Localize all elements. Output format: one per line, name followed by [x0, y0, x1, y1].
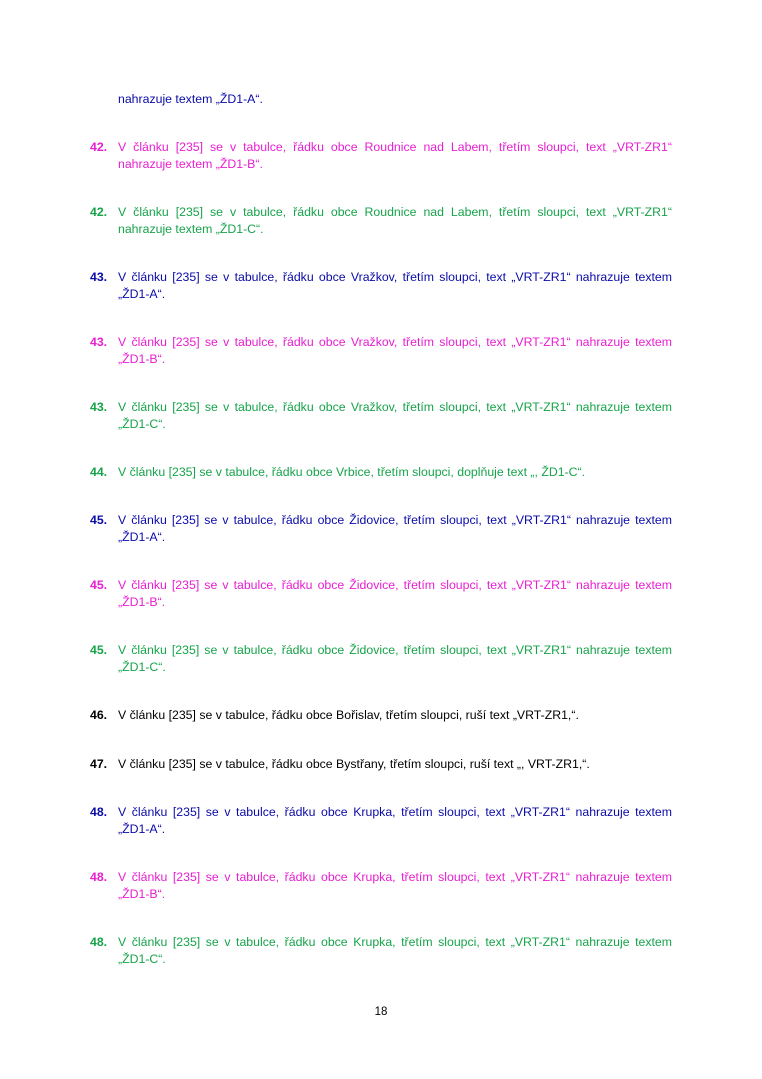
item-number: 43.: [90, 335, 108, 349]
item-text: V článku [235] se v tabulce, řádku obce Vražkov, třetím sloupci, text „VRT-ZR1“ nahrazuje textem „ŽD1-B“.: [118, 335, 672, 366]
amendment-item: [90, 269, 672, 303]
item-text: V článku [235] se v tabulce, řádku obce Židovice, třetím sloupci, text „VRT-ZR1“ nahrazuje textem „ŽD1-A“.: [118, 513, 672, 544]
item-text: V článku [235] se v tabulce, řádku obce Vražkov, třetím sloupci, text „VRT-ZR1“ nahrazuje textem „ŽD1-C“.: [118, 400, 672, 431]
amendment-item: [90, 869, 672, 903]
item-text: V článku [235] se v tabulce, řádku obce Vražkov, třetím sloupci, text „VRT-ZR1“ nahrazuje textem „ŽD1-A“.: [118, 270, 672, 301]
amendment-item: [90, 707, 672, 724]
amendment-item: [90, 804, 672, 838]
amendment-item: [90, 399, 672, 433]
item-number: 45.: [90, 513, 108, 527]
item-number: 45.: [90, 643, 108, 657]
amendment-item: [90, 139, 672, 173]
item-number: 42.: [90, 140, 108, 154]
item-number: 43.: [90, 270, 108, 284]
amendment-item: [90, 756, 672, 773]
item-text: V článku [235] se v tabulce, řádku obce Roudnice nad Labem, třetím sloupci, text „VRT-ZR1“ nahrazuje textem „ŽD1-B“.: [118, 140, 672, 171]
item-text: V článku [235] se v tabulce, řádku obce Bořislav, třetím sloupci, ruší text „VRT-ZR1,“.: [118, 708, 579, 722]
item-text: V článku [235] se v tabulce, řádku obce Roudnice nad Labem, třetím sloupci, text „VRT-ZR1“ nahrazuje textem „ŽD1-C“.: [118, 205, 672, 236]
item-text: V článku [235] se v tabulce, řádku obce Židovice, třetím sloupci, text „VRT-ZR1“ nahrazuje textem „ŽD1-C“.: [118, 643, 672, 674]
item-number: 42.: [90, 205, 108, 219]
item-text: V článku [235] se v tabulce, řádku obce Krupka, třetím sloupci, text „VRT-ZR1“ nahrazuje textem „ŽD1-B“.: [118, 870, 672, 901]
item-text: nahrazuje textem „ŽD1-A“.: [118, 92, 263, 106]
item-text: V článku [235] se v tabulce, řádku obce Krupka, třetím sloupci, text „VRT-ZR1“ nahrazuje textem „ŽD1-C“.: [118, 935, 672, 966]
item-text: V článku [235] se v tabulce, řádku obce Židovice, třetím sloupci, text „VRT-ZR1“ nahrazuje textem „ŽD1-B“.: [118, 578, 672, 609]
item-number: 46.: [90, 708, 108, 722]
item-text: V článku [235] se v tabulce, řádku obce Bystřany, třetím sloupci, ruší text „, VRT-ZR1,“.: [118, 757, 590, 771]
item-number: 48.: [90, 870, 108, 884]
item-text: V článku [235] se v tabulce, řádku obce Vrbice, třetím sloupci, doplňuje text „, ŽD1-C“.: [118, 465, 586, 479]
item-number: 47.: [90, 757, 108, 771]
amendment-item: [90, 642, 672, 676]
amendment-item: [90, 204, 672, 238]
item-number: 48.: [90, 805, 108, 819]
amendment-item: [90, 934, 672, 968]
amendment-item: [90, 577, 672, 611]
amendment-item: [90, 512, 672, 546]
item-number: 43.: [90, 400, 108, 414]
page-number: 18: [374, 1006, 388, 1018]
paragraph-continuation: [90, 91, 672, 108]
amendment-item: [90, 464, 672, 481]
amendment-item: [90, 334, 672, 368]
item-text: V článku [235] se v tabulce, řádku obce Krupka, třetím sloupci, text „VRT-ZR1“ nahrazuje textem „ŽD1-A“.: [118, 805, 672, 836]
item-number: 48.: [90, 935, 108, 949]
item-number: 44.: [90, 465, 108, 479]
item-number: 45.: [90, 578, 108, 592]
